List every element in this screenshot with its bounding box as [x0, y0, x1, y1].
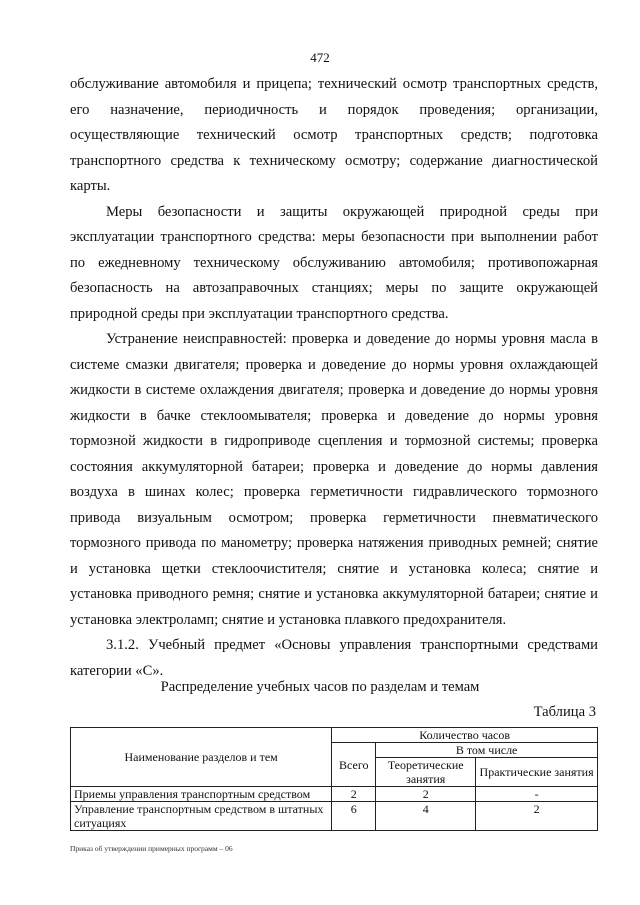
row-practice: -	[476, 787, 598, 802]
paragraph-subject-heading: 3.1.2. Учебный предмет «Основы управления транспортными средствами категории «С».	[70, 637, 598, 679]
paragraph-troubleshooting: Устранение неисправностей: проверка и доведение до нормы уровня масла в системе смазки двигателя; проверка и доведение до нормы уровня охлаждающей жидкости в системе охлаждения двигателя; проверка и доведение до нормы уровня жидкости в бачке стеклоомывателя; проверка и доведение до нормы уровня тормозной жидкости в гидроприводе сцепления и тормозной системы; проверка состояния аккумуляторной батареи; проверка и доведение до нормы давления воздуха в шинах колес; проверка герметичности гидравлического тормозного привода визуальным осмотром; проверка герметичности пневматического тормозного привода по манометру; проверка натяжения приводных ремней; снятие и установка щетки стеклоочистителя; снятие и установка колеса; снятие и установка приводного ремня; снятие и установка аккумуляторной батареи; снятие и установка электроламп; снятие и установка плавкого предохранителя.	[70, 331, 598, 628]
header-hours-count: Количество часов	[332, 728, 598, 743]
paragraph-safety-measures: Меры безопасности и защиты окружающей природной среды при эксплуатации транспортного средства: меры безопасности при выполнении работ по ежедневному техническому обслуживанию автомобиля; противопожарная безопасность на автозаправочных станциях; меры по защите окружающей природной среды при эксплуатации транспортного средства.	[70, 203, 598, 322]
row-total: 2	[332, 787, 376, 802]
row-name: Управление транспортным средством в штатных ситуациях	[71, 802, 332, 831]
row-theory: 2	[376, 787, 476, 802]
table-label: Таблица 3	[533, 704, 596, 720]
footer-note: Приказ об утверждении примерных программ – 06	[70, 844, 233, 853]
header-total: Всего	[332, 743, 376, 787]
page-number: 472	[310, 50, 330, 65]
table-caption: Распределение учебных часов по разделам и темам	[160, 679, 480, 695]
table-header-row	[71, 728, 598, 743]
row-theory: 4	[376, 802, 476, 831]
row-total: 6	[332, 802, 376, 831]
hours-table	[70, 727, 598, 831]
row-name: Приемы управления транспортным средством	[71, 787, 332, 802]
body-text	[70, 72, 598, 684]
header-practice: Практические занятия	[476, 758, 598, 787]
row-practice: 2	[476, 802, 598, 831]
header-section-name: Наименование разделов и тем	[71, 728, 332, 787]
table-row	[71, 802, 598, 831]
paragraph-continuation: обслуживание автомобиля и прицепа; технический осмотр транспортных средств, его назначение, периодичность и порядок проведения; организации, осуществляющие технический осмотр транспортных средств; подготовка транспортного средства к техническому осмотру; содержание диагностической карты.	[70, 76, 598, 194]
table-row	[71, 787, 598, 802]
header-theory: Теоретические занятия	[376, 758, 476, 787]
header-including: В том числе	[376, 743, 598, 758]
